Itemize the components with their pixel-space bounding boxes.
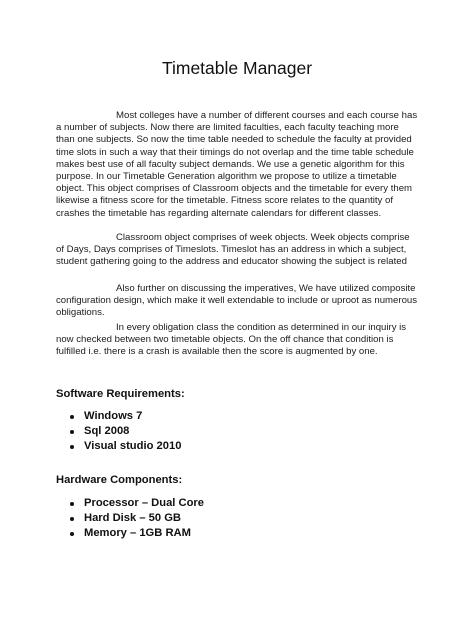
document-title: Timetable Manager <box>161 58 313 78</box>
paragraph-composite-design: Also further on discussing the imperatives, We have utilized composite configuration design, which make it well extendable to include or uproot as numerous obligations. <box>56 283 418 319</box>
bullet-icon <box>70 502 74 506</box>
list-item <box>70 511 204 526</box>
list-item <box>70 439 181 454</box>
hardware-components-heading: Hardware Components: <box>56 474 183 486</box>
list-item-text: Windows 7 <box>84 410 143 422</box>
bullet-icon <box>70 445 74 449</box>
software-requirements-list <box>70 409 181 455</box>
list-item <box>70 409 181 424</box>
paragraph-obligation-class: In every obligation class the condition as determined in our inquiry is now checked between two timetable objects. On the off chance that condition is fulfilled i.e. there is a crash is available then the score is augmented by one. <box>56 322 407 358</box>
bullet-icon <box>70 517 74 521</box>
bullet-icon <box>70 430 74 434</box>
list-item <box>70 424 181 439</box>
list-item-text: Hard Disk – 50 GB <box>84 512 182 525</box>
bullet-icon <box>70 415 74 419</box>
hardware-components-list <box>70 496 204 542</box>
software-requirements-heading: Software Requirements: <box>56 388 185 400</box>
list-item <box>70 526 204 541</box>
list-item <box>70 496 204 511</box>
list-item-text: Processor – Dual Core <box>84 497 205 509</box>
list-item-text: Memory – 1GB RAM <box>84 527 191 540</box>
list-item-text: Sql 2008 <box>84 425 130 438</box>
list-item-text: Visual studio 2010 <box>84 440 182 453</box>
paragraph-classroom-objects: Classroom object comprises of week objects. Week objects comprise of Days, Days comprises of Timeslots. Timeslot has an address in which a subject, student gathering going to the address and educator showing the subject is related <box>56 232 410 268</box>
paragraph-intro: Most colleges have a number of different courses and each course has a number of subjects. Now there are limited faculties, each faculty teaching more than one subjects. So now the time table needed to schedule the faculty at provided time slots in such a way that their timings do not overlap and the time table schedule makes best use of all faculty subject demands. We use a genetic algorithm for this purpose. In our Timetable Generation algorithm we propose to utilize a timetable object. This object comprises of Classroom objects and the timetable for every them likewise a fitness score for the timetable. Fitness score relates to the quantity of crashes the timetable has regarding alternate calendars for different classes. <box>56 110 418 219</box>
bullet-icon <box>70 532 74 536</box>
